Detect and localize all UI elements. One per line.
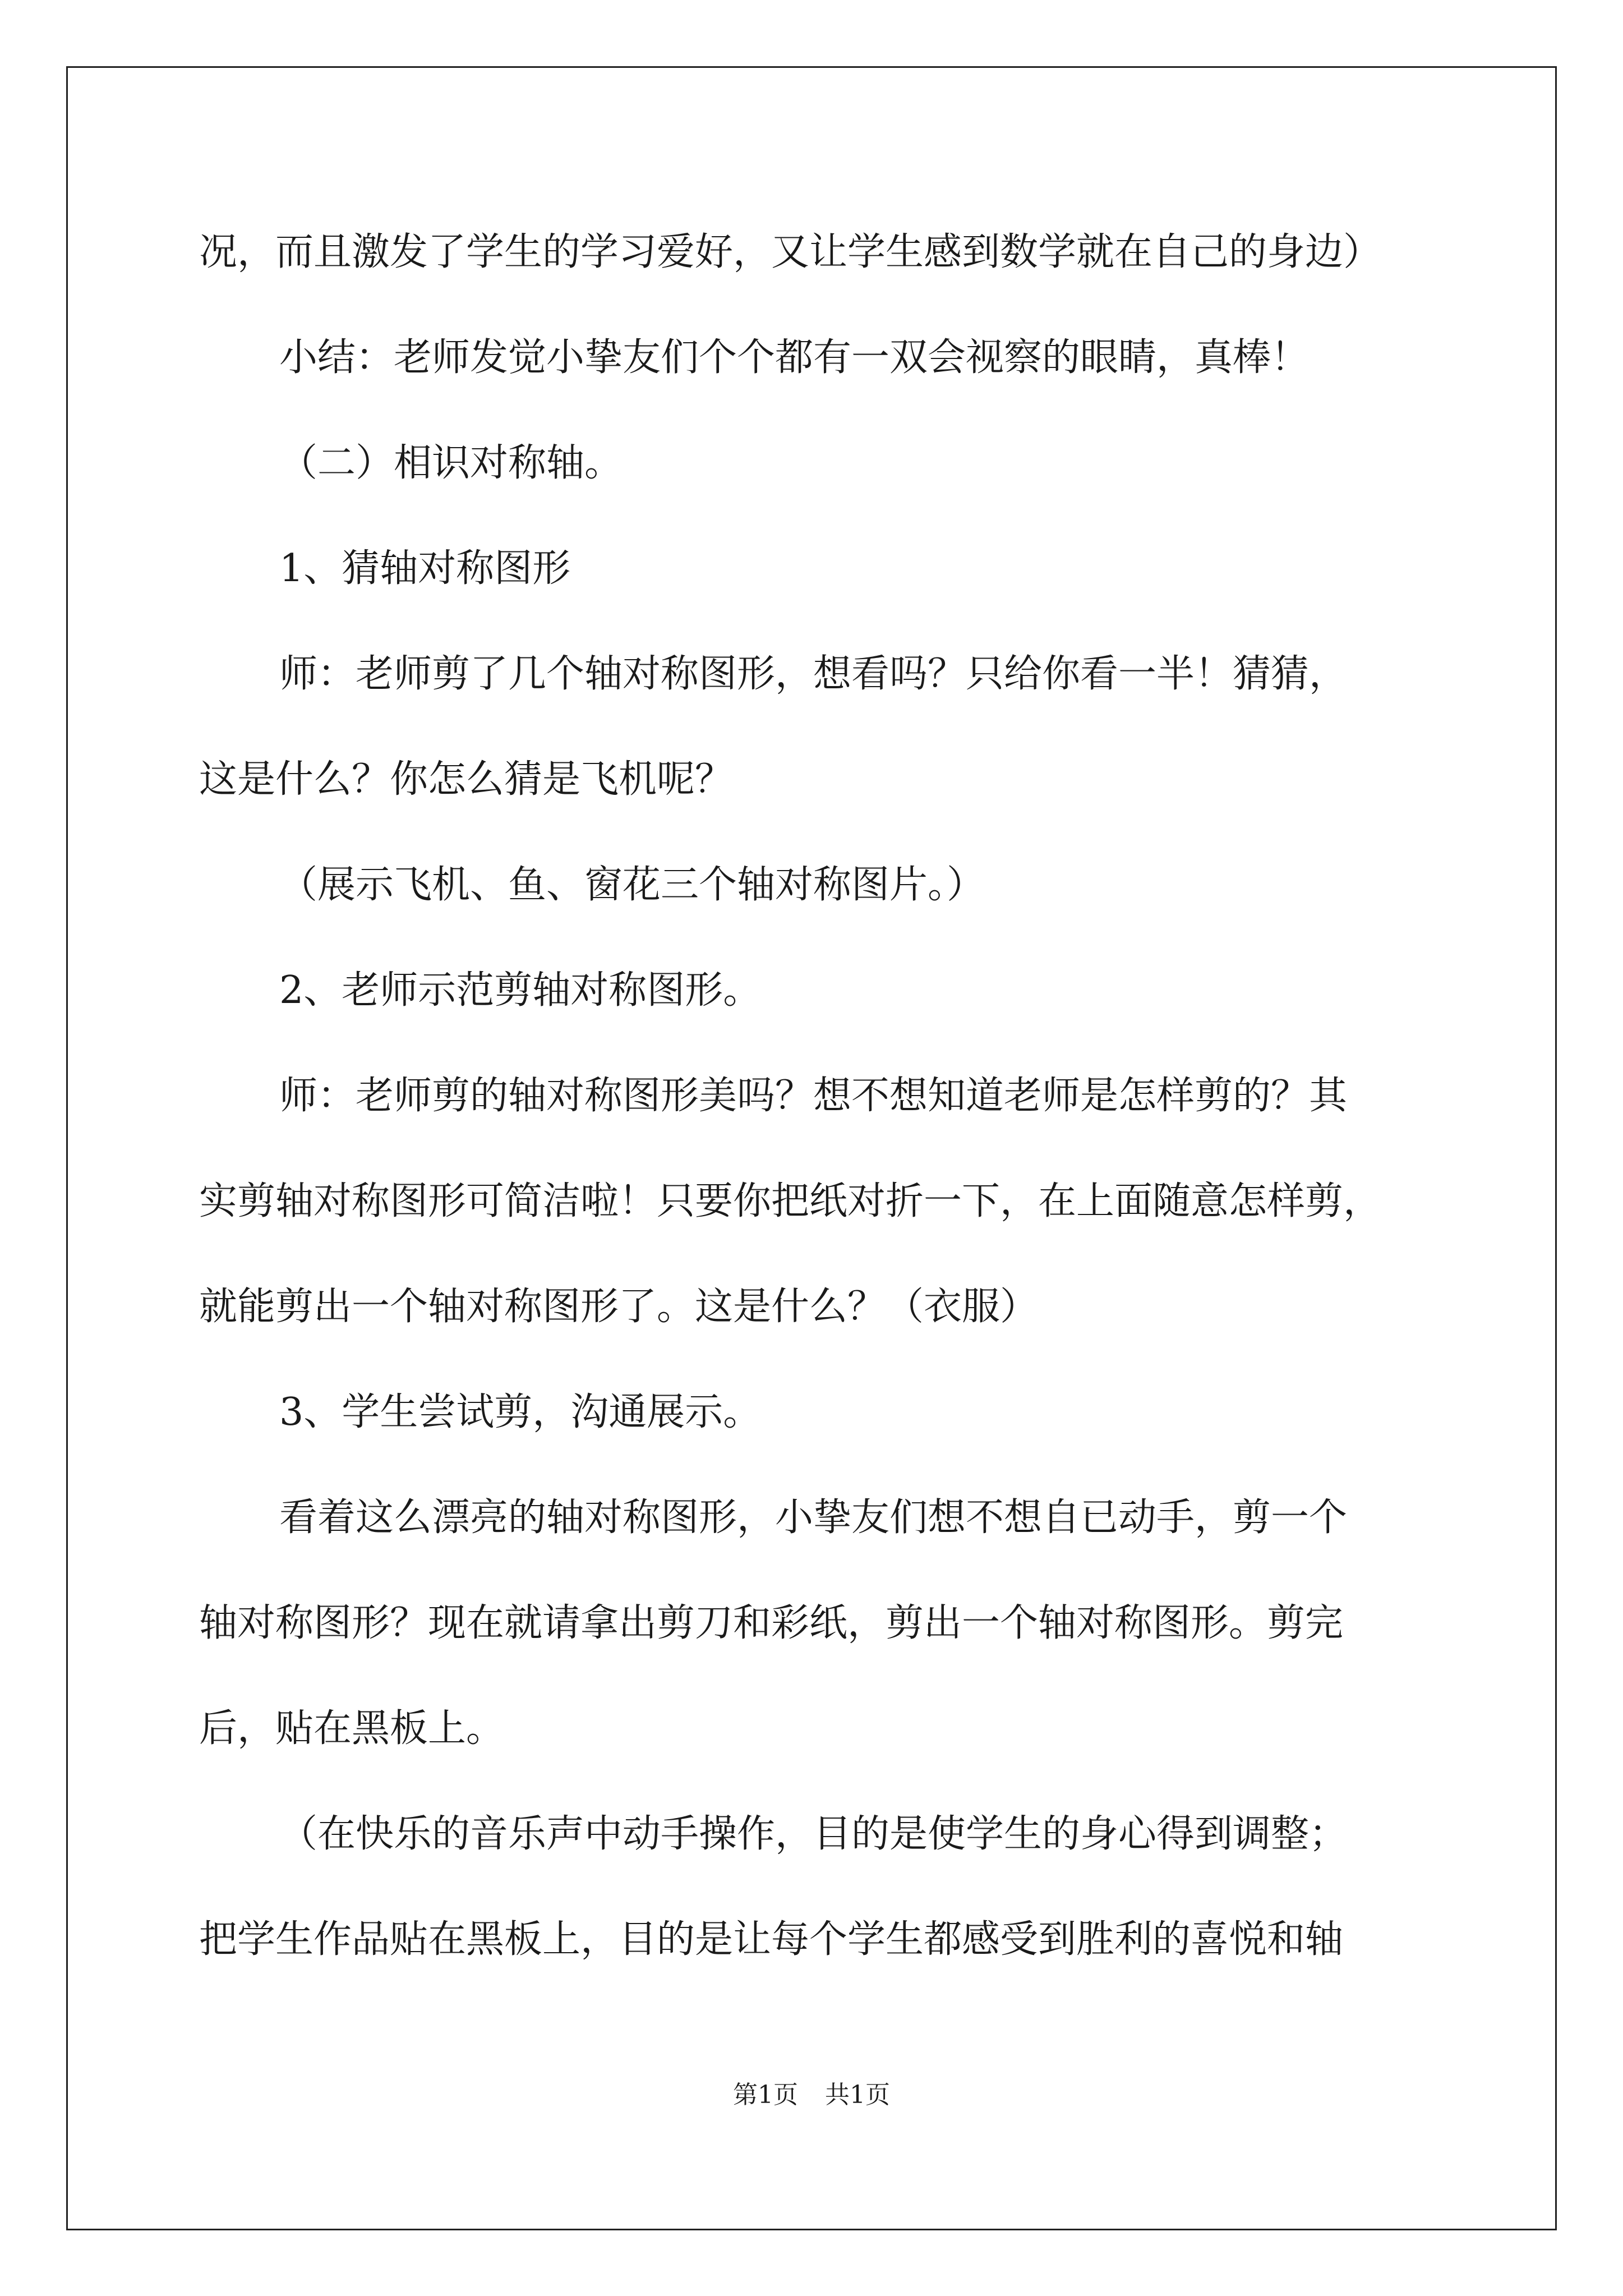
text-line-5: 师：老师剪了几个轴对称图形，想看吗？只给你看一半！猜猜， (279, 652, 1348, 696)
page-number-current: 第1页 (733, 2081, 798, 2109)
document-body (199, 222, 1468, 2014)
text-line-9: 师：老师剪的轴对称图形美吗？想不想知道老师是怎样剪的？其 (279, 1074, 1348, 1118)
text-line-12: 3、学生尝试剪，沟通展示。 (279, 1390, 762, 1434)
text-line-7: （展示飞机、鱼、窗花三个轴对称图片。） (279, 863, 985, 907)
text-line-10: 实剪轴对称图形可简洁啦！只要你把纸对折一下，在上面随意怎样剪， (199, 1179, 1382, 1223)
text-line-8: 2、老师示范剪轴对称图形。 (279, 968, 762, 1013)
text-line-2: 小结：老师发觉小挚友们个个都有一双会视察的眼睛，真棒！ (279, 335, 1310, 380)
text-line-17: 把学生作品贴在黑板上，目的是让每个学生都感受到胜利的喜悦和轴 (199, 1917, 1344, 1962)
page-number-total: 共1页 (825, 2081, 890, 2109)
text-line-11: 就能剪出一个轴对称图形了。这是什么？（衣服） (199, 1285, 1039, 1329)
text-line-3: （二）相识对称轴。 (279, 441, 623, 485)
text-line-14: 轴对称图形？现在就请拿出剪刀和彩纸，剪出一个轴对称图形。剪完 (199, 1601, 1344, 1645)
page-footer (0, 2078, 1623, 2112)
text-line-6: 这是什么？你怎么猜是飞机呢？ (199, 757, 734, 802)
text-line-13: 看着这么漂亮的轴对称图形，小挚友们想不想自已动手，剪一个 (279, 1496, 1348, 1540)
text-line-15: 后，贴在黑板上。 (199, 1706, 505, 1751)
text-line-4: 1、猜轴对称图形 (279, 546, 571, 591)
text-line-1: 况，而且激发了学生的学习爱好，又让学生感到数学就在自己的身边） (199, 230, 1382, 274)
text-line-16: （在快乐的音乐声中动手操作，目的是使学生的身心得到调整； (279, 1812, 1348, 1856)
